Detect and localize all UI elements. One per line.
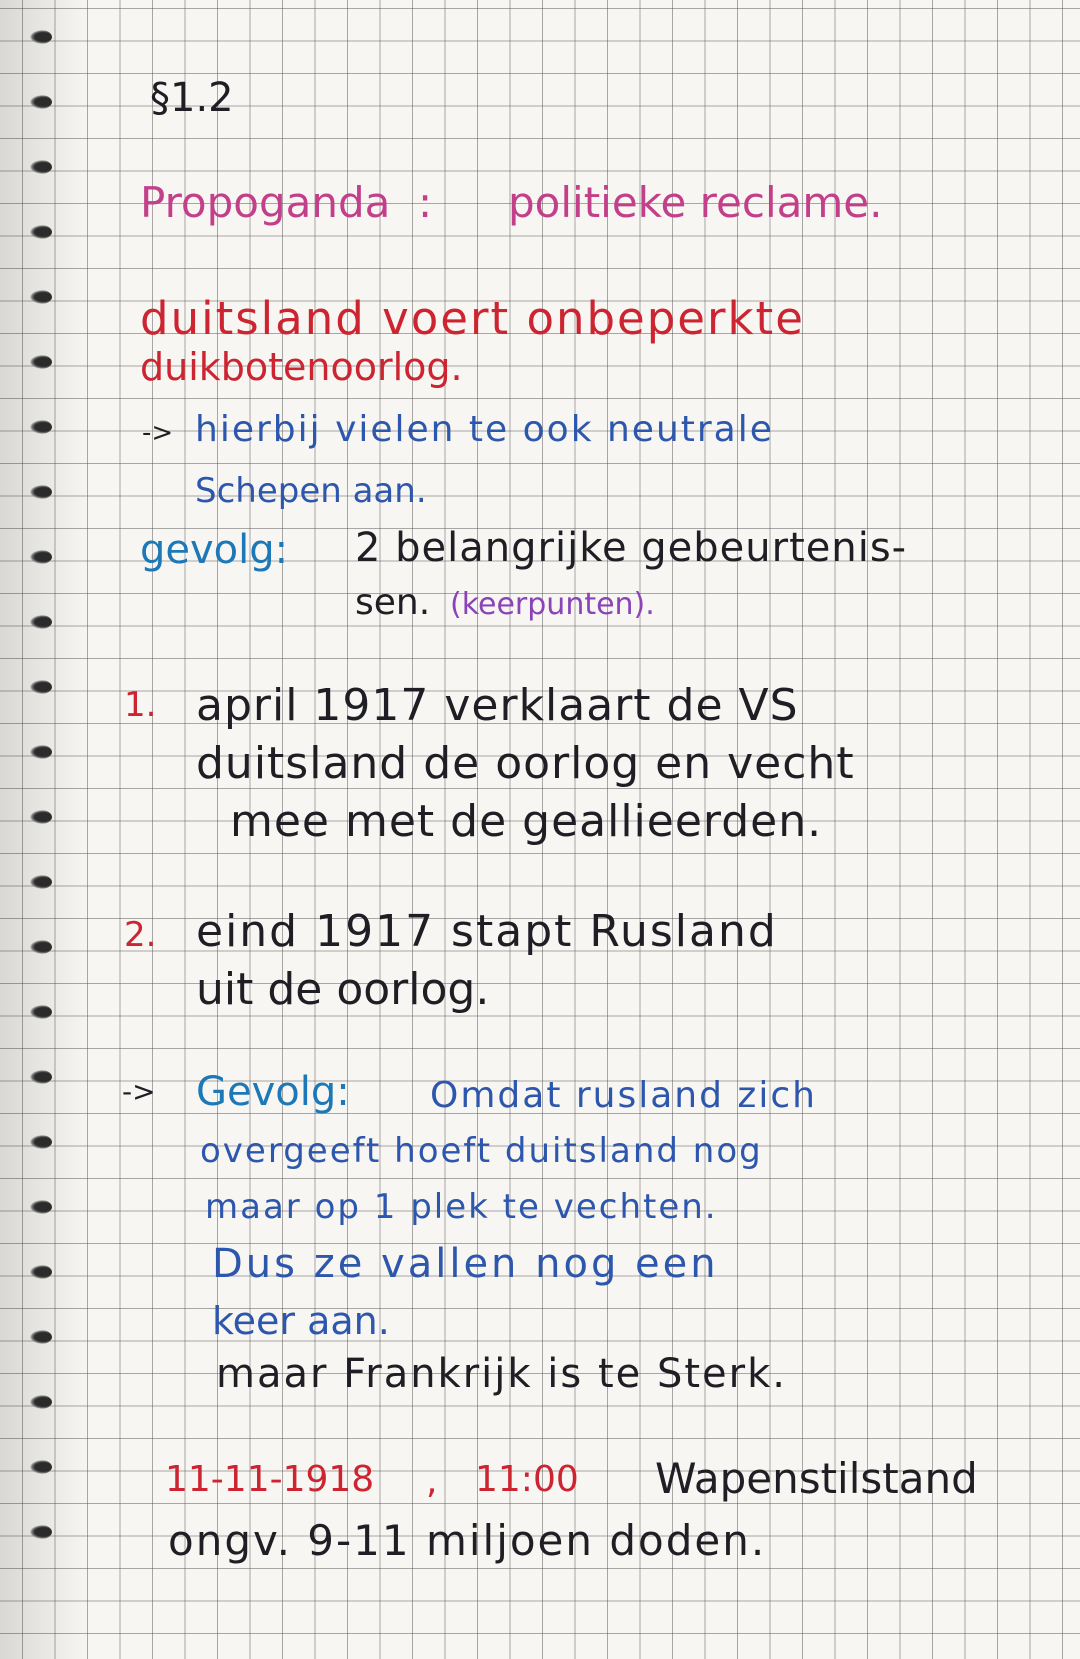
binding-hole [30,615,52,629]
point-1-line-2: duitsland de oorlog en vecht [196,738,855,789]
binding-hole [30,875,52,889]
definition-term: Propoganda [140,178,391,227]
binding-hole [30,810,52,824]
point-2-number: 2. [124,915,157,955]
gevolg2-label: Gevolg: [196,1069,350,1115]
binding-hole [30,550,52,564]
binding-hole [30,1330,52,1344]
end-time: 11:00 [475,1459,579,1500]
gevolg2-line-2: overgeeft hoeft duitsland nog [200,1131,763,1171]
gevolg2-line-1: Omdat rusland zich [430,1075,817,1116]
binding-hole [30,1460,52,1474]
gevolg2-line-4: Dus ze vallen nog een [212,1241,719,1287]
binding-hole [30,30,52,44]
binding-hole [30,1070,52,1084]
binding-hole [30,485,52,499]
intro-note-line-1: hierbij vielen te ook neutrale [195,409,774,450]
binding-hole [30,745,52,759]
binding-hole [30,355,52,369]
binding-hole [30,95,52,109]
end-event: Wapenstilstand [655,1454,978,1503]
binding-hole [30,1395,52,1409]
point-1-line-1: april 1917 verklaart de VS [196,680,799,731]
binding-hole [30,420,52,434]
definition-colon: : [418,178,433,227]
gevolg-line-2: sen. [355,582,431,623]
binding-hole [30,1005,52,1019]
binding-hole [30,290,52,304]
binding-hole [30,680,52,694]
binding-hole [30,225,52,239]
binding-hole [30,160,52,174]
end-line-2: ongv. 9-11 miljoen doden. [168,1516,767,1565]
intro-line-1: duitsland voert onbeperkte [140,292,805,345]
point-2-line-1: eind 1917 stapt Rusland [196,906,778,957]
gevolg-line-1: 2 belangrijke gebeurtenis- [355,525,908,571]
spiral-holes [30,20,70,1640]
point-1-number: 1. [124,685,157,725]
gevolg2-arrow: -> [122,1075,156,1108]
end-comma: , [426,1461,438,1502]
intro-note-line-2: Schepen aan. [195,471,427,511]
end-date: 11-11-1918 [165,1459,375,1500]
gevolg2-line-6: maar Frankrijk is te Sterk. [216,1351,787,1397]
binding-hole [30,1265,52,1279]
gevolg2-line-5: keer aan. [212,1299,390,1343]
gevolg-label: gevolg: [140,527,289,573]
definition-meaning: politieke reclame. [508,178,883,227]
intro-arrow: -> [142,418,174,448]
gevolg-keerpunten-note: (keerpunten). [450,587,655,622]
binding-hole [30,1525,52,1539]
binding-hole [30,940,52,954]
intro-line-2: duikbotenoorlog. [140,345,463,389]
section-heading: §1.2 [150,75,234,121]
point-2-line-2: uit de oorlog. [196,964,490,1015]
point-1-line-3: mee met de geallieerden. [230,796,823,847]
binding-hole [30,1200,52,1214]
gevolg2-line-3: maar op 1 plek te vechten. [205,1187,718,1227]
binding-hole [30,1135,52,1149]
